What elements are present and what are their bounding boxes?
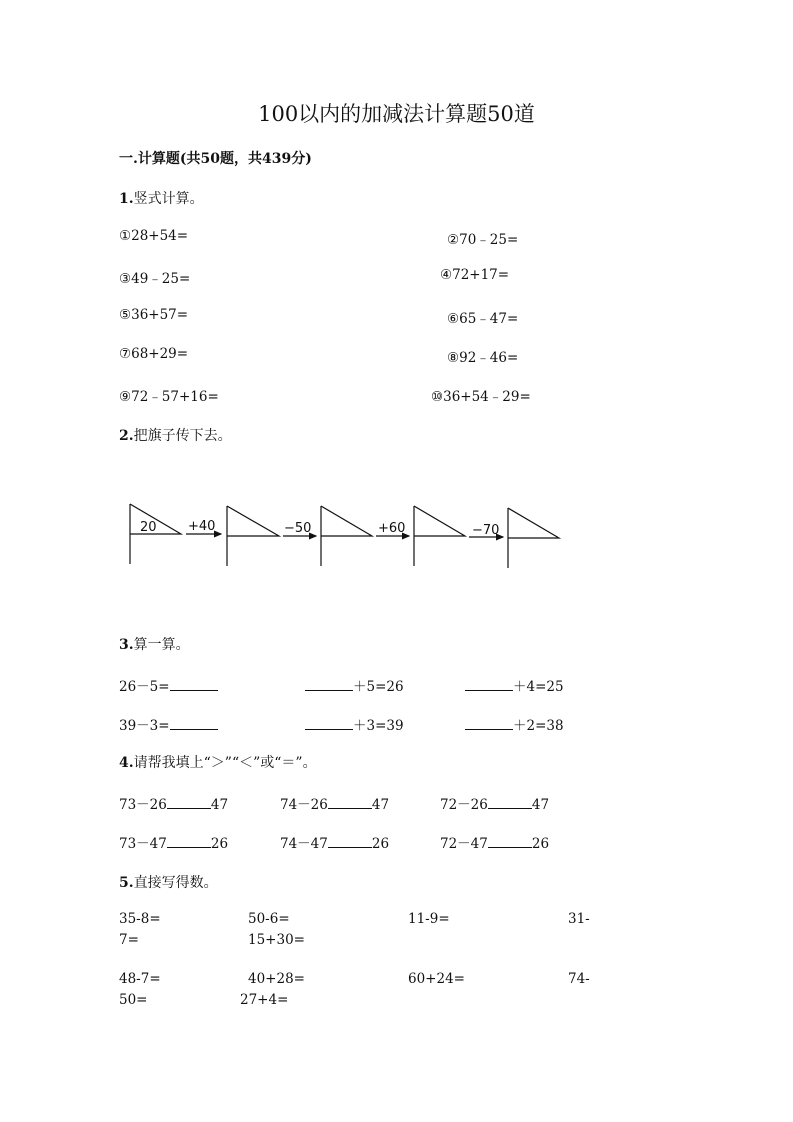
q5-item: 74- <box>568 971 590 987</box>
flag-5 <box>508 508 559 568</box>
q5-item: 40+28= <box>248 971 305 987</box>
flag-start-value: 20 <box>140 520 157 535</box>
q2-heading-text: 把旗子传下去。 <box>133 428 232 444</box>
q1-item: ④72+17= <box>440 267 510 283</box>
q3-item: ＋4=25 <box>465 675 564 695</box>
q4-heading-text: 请帮我填上“＞”“＜”或“＝”。 <box>133 755 317 771</box>
q1-item: ③49﹣25= <box>119 271 191 287</box>
q5-item: 48-7= <box>119 971 161 987</box>
q5-item: 50= <box>119 992 148 1008</box>
q3-item: 39－3= <box>119 714 218 734</box>
answer-blank[interactable] <box>170 678 218 691</box>
q4-item: 74－26 47 <box>280 797 390 813</box>
q5-item: 35-8= <box>119 911 161 927</box>
q3-item: ＋3=39 <box>305 714 404 734</box>
section-header: 一.计算题(共50题，共439分) <box>119 151 312 167</box>
q1-item: ⑦68+29= <box>119 346 189 362</box>
q1-heading <box>119 188 204 208</box>
q1-item: ⑧92﹣46= <box>447 350 519 366</box>
q5-number: 5. <box>119 875 134 891</box>
op-label: −70 <box>472 523 500 538</box>
answer-blank[interactable] <box>305 717 353 730</box>
q4-item: 73－26 47 <box>119 797 229 813</box>
q4-item: 72－26 47 <box>440 797 550 813</box>
q3-item: 26－5= <box>119 675 218 695</box>
answer-blank[interactable] <box>305 678 353 691</box>
flag-chain-diagram <box>0 490 793 580</box>
q2-number: 2. <box>119 428 134 444</box>
op-label: +40 <box>188 519 216 534</box>
flag-2 <box>227 506 279 566</box>
q5-item: 15+30= <box>248 932 305 948</box>
flag-4 <box>414 506 465 566</box>
q3-heading-text: 算一算。 <box>133 637 190 653</box>
q1-item: ⑥65﹣47= <box>447 311 519 327</box>
q3-item: ＋2=38 <box>465 714 564 734</box>
answer-blank[interactable] <box>488 796 532 809</box>
q4-item: 72－47 26 <box>440 836 550 852</box>
q5-heading <box>119 872 218 892</box>
q1-number: 1. <box>119 191 134 207</box>
q2-heading <box>119 425 232 445</box>
q3-heading <box>119 634 190 654</box>
q1-item: ⑤36+57= <box>119 307 189 323</box>
q1-item: ⑨72﹣57+16= <box>119 389 219 405</box>
q1-heading-text: 竖式计算。 <box>133 191 204 207</box>
q1-item: ⑩36+54﹣29= <box>431 389 531 405</box>
q5-item: 27+4= <box>240 992 289 1008</box>
q3-number: 3. <box>119 637 134 653</box>
answer-blank[interactable] <box>328 796 372 809</box>
q1-item: ②70﹣25= <box>447 232 519 248</box>
answer-blank[interactable] <box>170 717 218 730</box>
q5-item: 7= <box>119 932 139 948</box>
q5-item: 60+24= <box>408 971 465 987</box>
q5-item: 50-6= <box>248 911 290 927</box>
q4-heading <box>119 752 317 772</box>
q5-item: 31- <box>568 911 590 927</box>
answer-blank[interactable] <box>465 717 513 730</box>
flag-3 <box>321 506 372 566</box>
answer-blank[interactable] <box>167 796 211 809</box>
q4-item: 73－47 26 <box>119 836 229 852</box>
q5-heading-text: 直接写得数。 <box>133 875 218 891</box>
op-label: −50 <box>284 521 312 536</box>
q5-item: 11-9= <box>408 911 450 927</box>
answer-blank[interactable] <box>328 835 372 848</box>
q1-item: ①28+54= <box>119 228 189 244</box>
answer-blank[interactable] <box>465 678 513 691</box>
q3-item: ＋5=26 <box>305 675 404 695</box>
op-label: +60 <box>378 521 406 536</box>
page-title: 100以内的加减法计算题50道 <box>258 102 535 126</box>
q4-number: 4. <box>119 755 134 771</box>
answer-blank[interactable] <box>488 835 532 848</box>
answer-blank[interactable] <box>167 835 211 848</box>
q4-item: 74－47 26 <box>280 836 390 852</box>
